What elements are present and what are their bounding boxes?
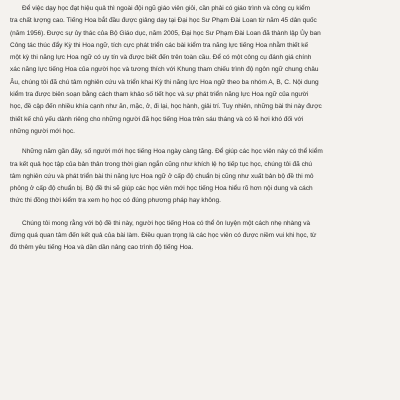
text-line: đó thêm yêu tiếng Hoa và dần dần nâng cao trình độ tiếng Hoa. [10, 244, 194, 252]
text-line: thiết kế chủ yếu dành riêng cho những người đã học tiếng Hoa trên sáu tháng và có lẽ hơi khó đối với [10, 115, 304, 123]
text-line: Âu, chúng tôi đã chú tâm nghiên cứu và triển khai Kỳ thi năng lực Hoa ngữ theo ba nhóm A, B, C. Nội dung [10, 78, 319, 86]
text-line: kiểm tra được biên soạn bằng cách tham khảo số tiết học và sự phát triển năng lực Hoa ngữ của người [10, 91, 309, 99]
text-line: Những năm gần đây, số người mới học tiếng Hoa ngày càng tăng. Để giúp các học viên này có thể kiểm [22, 148, 323, 156]
paragraph-intro [10, 3, 398, 138]
text-line: Công tác thúc đẩy Kỳ thi Hoa ngữ, tích cực phát triển các bài kiểm tra năng lực tiếng Hoa nhằm thiết kế [10, 41, 309, 49]
text-line: tra chất lượng cao. Tiếng Hoa bắt đầu được giảng dạy tại Đại học Sư Phạm Đài Loan từ năm 45 dân quốc [10, 17, 317, 25]
paragraph-recent-years [10, 146, 398, 207]
text-line: tra kết quả học tập của bản thân trong thời gian ngắn cũng như khích lệ họ tiếp tục học, chúng tôi đã chú [10, 160, 313, 168]
text-line: (năm 1956). Được sự ủy thác của Bộ Giáo dục, năm 2005, Đại học Sư Phạm Đài Loan đã thành lập Ủy ban [10, 29, 321, 37]
paragraph-closing [10, 218, 398, 255]
text-line: tâm nghiên cứu và phát triển bài thi năng lực Hoa ngữ ở cấp độ chuẩn bị cũng như xuất bản bộ đề thi mô [10, 172, 314, 180]
text-line: Chúng tôi mong rằng với bộ đề thi này, người học tiếng Hoa có thể ôn luyện một cách nhẹ nhàng và [22, 219, 311, 227]
text-line: Để việc dạy học đạt hiệu quả thì ngoài đội ngũ giáo viên giỏi, cần phải có giáo trình và công cụ kiểm [22, 5, 310, 12]
text-line: những người mới học. [10, 127, 75, 135]
text-line: đừng quá quan tâm đến kết quả của bài làm. Điều quan trọng là các học viên có được niềm vui khi học, từ [10, 232, 317, 240]
text-line: một kỳ thi năng lực Hoa ngữ có uy tín và được biết đến trên toàn cầu. Để có một công cụ đánh giá chính [10, 54, 312, 62]
text-line: xác năng lực tiếng Hoa của người học và tương thích với Khung tham chiếu trình độ ngôn ngữ chung châu [10, 66, 319, 74]
text-line: học, đề cập đến nhiều khía cạnh như ăn, mặc, ở, đi lại, học hành, giải trí. Tuy nhiên, những bài thi này được [10, 103, 322, 111]
text-line: phỏng ở cấp độ chuẩn bị. Bộ đề thi sẽ giúp các học viên mới học tiếng Hoa hiểu rõ hơn nội dung và cách [10, 185, 313, 193]
text-line: thức thi đồng thời kiểm tra xem họ học có đúng phương pháp hay không. [10, 197, 221, 205]
